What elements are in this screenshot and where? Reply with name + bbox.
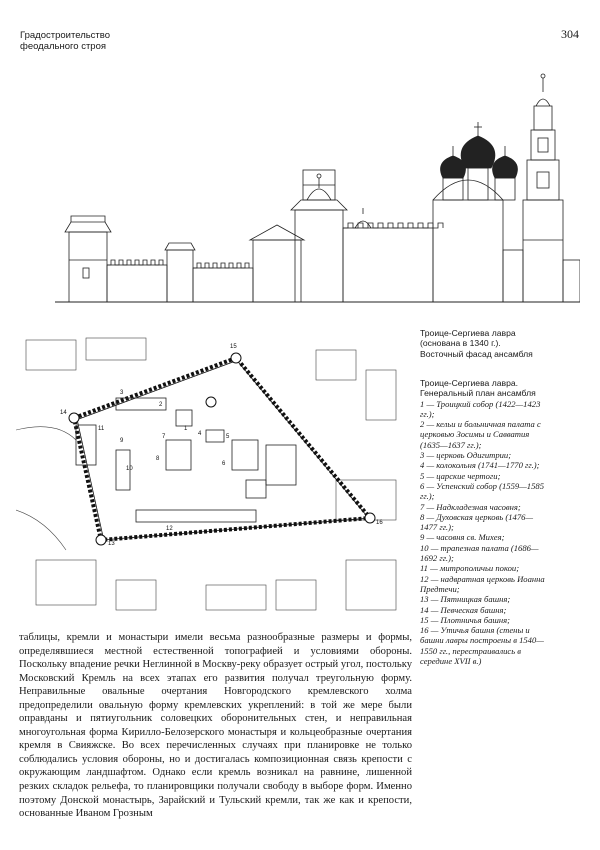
plan-label-11: 11 bbox=[98, 426, 105, 432]
plan-legend bbox=[420, 399, 545, 667]
plan-label-4: 4 bbox=[198, 431, 202, 437]
legend-item: 14 — Певческая башня; bbox=[420, 604, 507, 615]
plan-label-2: 2 bbox=[159, 402, 163, 408]
legend-item: 5 — царские чертоги; bbox=[420, 470, 501, 481]
plan-label-7: 7 bbox=[162, 434, 166, 440]
legend-item: 15 — Плотничья башня; bbox=[420, 614, 511, 625]
legend-item: 10 — трапезная палата (1686—1692 гг.); bbox=[420, 542, 539, 564]
plan-label-5: 5 bbox=[226, 434, 230, 440]
legend-item: 9 — часовня св. Михея; bbox=[420, 532, 505, 543]
legend-item: 2 — кельи и больничная палата с церковью Зосимы и Савватия (1635—1637 гг.); bbox=[420, 419, 541, 450]
legend-item: 12 — надвратная церковь Иоанна Предтечи; bbox=[420, 573, 545, 594]
plan-caption bbox=[420, 378, 545, 666]
left-tower bbox=[65, 216, 111, 302]
legend-item: 7 — Надкладезная часовня; bbox=[420, 501, 521, 512]
legend-item: 1 — Троицкий собор (1422—1423 гг.); bbox=[420, 398, 541, 419]
plan-label-6: 6 bbox=[222, 461, 226, 467]
plan-label-9: 9 bbox=[120, 438, 124, 444]
plan-label-16: 16 bbox=[376, 520, 383, 526]
section-title-line1: Градостроительство bbox=[20, 30, 111, 41]
plan-label-3: 3 bbox=[120, 390, 124, 396]
legend-item: 3 — церковь Одигитрии; bbox=[420, 450, 512, 461]
plan-label-1: 1 bbox=[184, 426, 188, 432]
plan-label-10: 10 bbox=[126, 466, 133, 472]
wall-segment bbox=[107, 243, 253, 302]
site-plan bbox=[16, 330, 408, 620]
body-text bbox=[19, 631, 412, 821]
bell-tower bbox=[523, 74, 563, 302]
plan-label-15: 15 bbox=[230, 344, 237, 350]
plan-caption-title: Троице-Сергиева лавра. Генеральный план ансамбля bbox=[420, 378, 536, 399]
legend-item: 13 — Пятницкая башня; bbox=[420, 594, 511, 605]
central-churches bbox=[250, 170, 443, 302]
section-title-line2: феодального строя bbox=[20, 41, 107, 52]
plan-label-14: 14 bbox=[60, 410, 67, 416]
facade-drawing bbox=[55, 60, 580, 310]
plan-label-13: 13 bbox=[108, 541, 115, 547]
cathedral-domes bbox=[433, 122, 517, 302]
facade-caption: Троице-Сергиева лавра (основана в 1340 г.). Восточный фасад ансамбля bbox=[420, 328, 533, 359]
page-number: 304 bbox=[561, 27, 579, 41]
legend-item: 16 — Утичья башня (стены и башни лавры построены в 1540—1550 гг., перестраивались в середине XVII в.) bbox=[420, 625, 544, 667]
body-paragraph: таблицы, кремли и монастыри имели весьма разнообразные размеры и формы, определявшиеся местной естественной топографией и условиями обороны. Поскольку впадение речки Неглинной в Москву-реку образует острый угол, постольку Московский Кремль на всех этапах его развития получал треугольную форму. Неправильные овальные очертания Новгородского кремлевского холма предопределили овальную форму кремлевских укреплений: в той же мере были оправданы и пятиугольник соловецких оборонительных стен, и неправильная многоугольная форма Кирилло-Белозерского монастыря и кольцеобразные очертания кремля в Свияжске. Во всех перечисленных случаях при планировке не только соблюдались условия обороны, но и достигалась композиционная связь крепости с окружающим ландшафтом. Однако если кремль возникал на равнине, лишенной резких складок рельефа, то планировщики получали свободу в выборе форм. Именно поэтому Донской монастырь, Зарайский и Тульский кремли, так же как и крепости, основанные Иваном Грозным bbox=[19, 632, 412, 820]
legend-item: 8 — Духовская церковь (1476—1477 гг.); bbox=[420, 511, 534, 533]
plan-label-12: 12 bbox=[166, 526, 173, 532]
legend-item: 4 — колокольня (1741—1770 гг.); bbox=[420, 460, 540, 471]
legend-item: 11 — митрополичьи покои; bbox=[420, 563, 520, 574]
legend-item: 6 — Успенский собор (1559—1585 гг.); bbox=[420, 480, 544, 502]
plan-label-8: 8 bbox=[156, 456, 160, 462]
running-header bbox=[20, 30, 110, 52]
